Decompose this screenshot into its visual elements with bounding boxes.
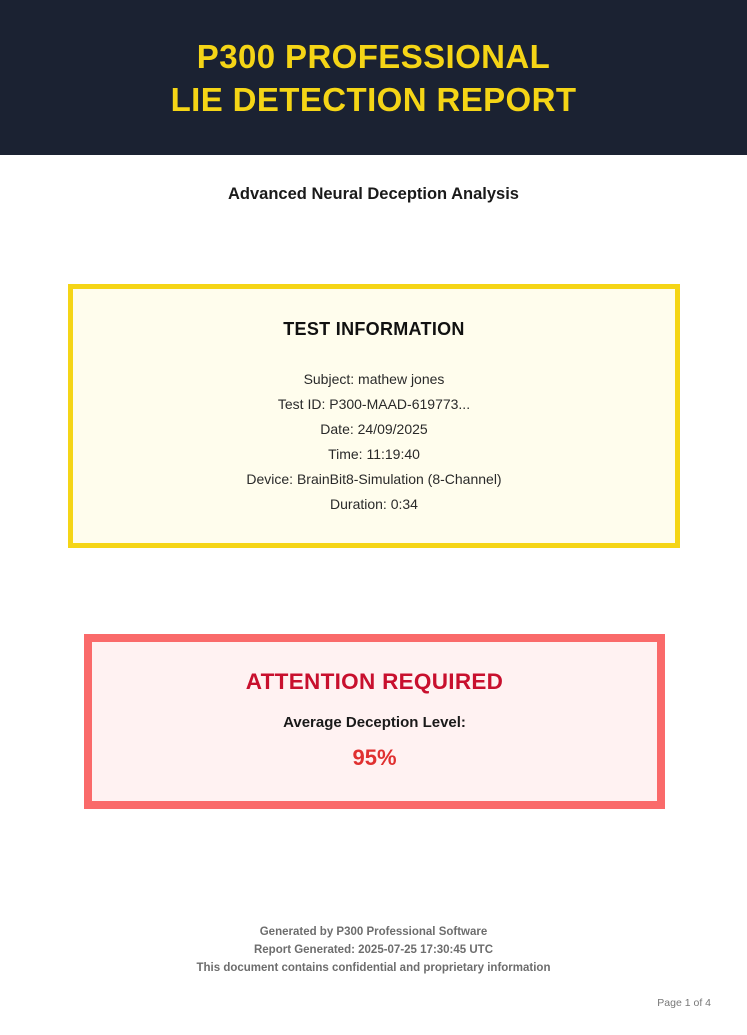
attention-alert-title: ATTENTION REQUIRED [245,669,504,694]
report-subtitle: Advanced Neural Deception Analysis [228,185,519,203]
footer-confidentiality-notice: This document contains confidential and proprietary information [196,962,551,974]
test-information-panel [68,284,680,548]
test-info-date: Date: 24/09/2025 [320,421,428,437]
average-deception-label: Average Deception Level: [283,714,466,731]
report-title-line-2: LIE DETECTION REPORT [170,80,577,118]
test-info-device: Device: BrainBit8-Simulation (8-Channel) [246,471,502,487]
footer-generated-at: Report Generated: 2025-07-25 17:30:45 UTC [253,944,494,956]
report-title-line-1: P300 PROFESSIONAL [196,37,551,75]
page-number: Page 1 of 4 [657,997,711,1009]
report-footer [0,923,747,977]
report-header-banner [0,0,747,155]
attention-alert-panel [84,634,665,809]
test-information-title: TEST INFORMATION [283,319,465,339]
test-info-duration: Duration: 0:34 [330,496,418,512]
average-deception-value: 95% [352,745,397,770]
test-info-test-id: Test ID: P300-MAAD-619773... [277,396,471,412]
footer-generated-by: Generated by P300 Professional Software [259,926,488,938]
test-info-time: Time: 11:19:40 [328,446,420,462]
test-info-subject: Subject: mathew jones [303,371,445,387]
